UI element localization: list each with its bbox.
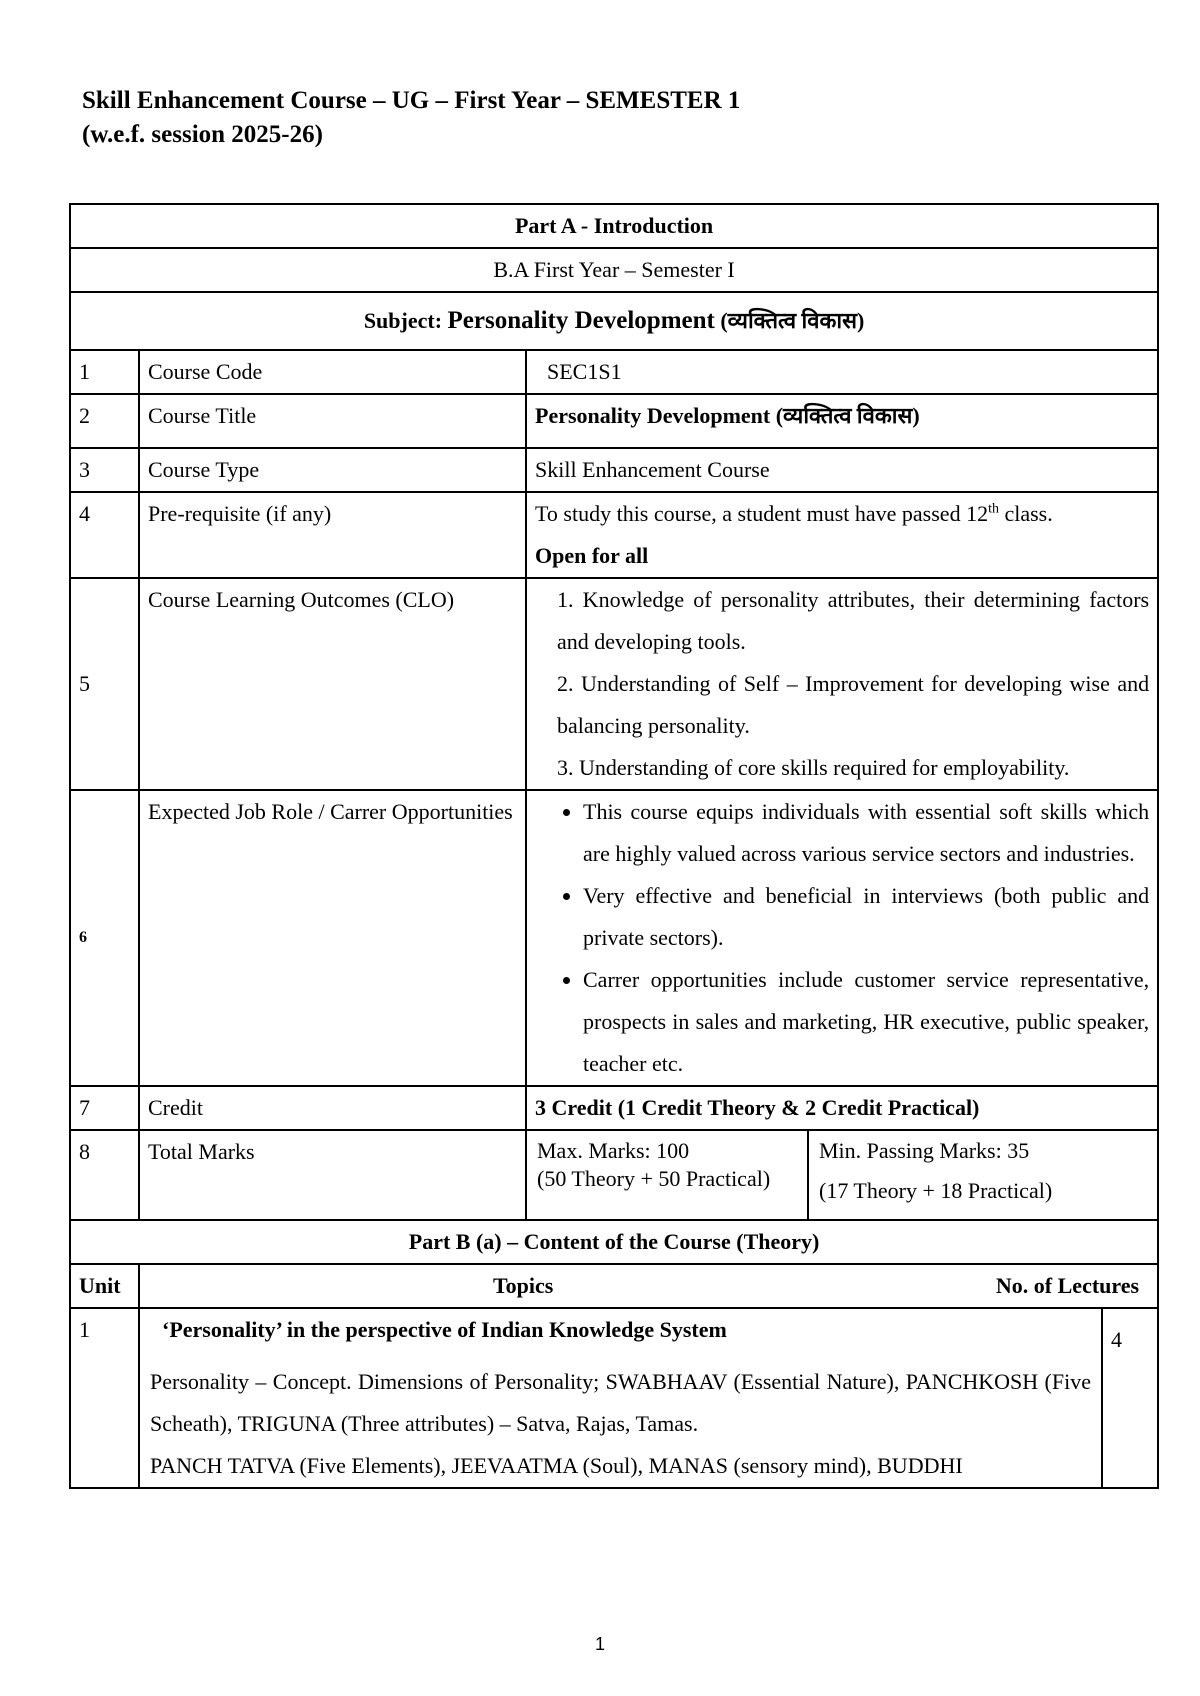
row-label: Expected Job Role / Carrer Opportunities — [139, 790, 526, 1086]
row-num: 1 — [70, 350, 139, 394]
row-job-role — [70, 790, 1158, 1086]
subject-label: Subject: — [363, 308, 443, 333]
col-topics-header: Topics — [493, 1273, 554, 1298]
course-code-value: SEC1S1 — [526, 350, 1158, 394]
unit-topic-line: Personality – Concept. Dimensions of Personality; SWABHAAV (Essential Nature), PANCHKOSH (Five Scheath), TRIGUNA (Three attributes) – Satva, Rajas, Tamas. — [150, 1369, 1091, 1436]
part-a-title-row — [70, 204, 1158, 248]
subject-cell — [70, 292, 1158, 350]
col-unit-header: Unit — [70, 1264, 139, 1308]
prerequisite-text: To study this course, a student must have passed 12th class. — [535, 501, 1053, 526]
unit-topic-line: PANCH TATVA (Five Elements), JEEVAATMA (Soul), MANAS (sensory mind), BUDDHI — [150, 1453, 963, 1478]
clo-item: 1. Knowledge of personality attributes, their determining factors and developing tools. — [557, 587, 1150, 654]
row-num: 3 — [70, 448, 139, 492]
clo-item: 3. Understanding of core skills required for employability. — [557, 755, 1070, 780]
topics-header-cell — [139, 1264, 1158, 1308]
prerequisite-value — [526, 492, 1158, 578]
row-label: Credit — [139, 1086, 526, 1130]
row-course-code — [70, 350, 1158, 394]
row-num: 6 — [70, 790, 139, 1086]
part-b-title-row — [70, 1220, 1158, 1264]
min-passing-marks: Min. Passing Marks: 35 (17 Theory + 18 Practical) — [819, 1138, 1053, 1203]
unit-number: 1 — [70, 1308, 139, 1488]
marks-cell — [526, 1130, 1158, 1220]
unit-row — [70, 1308, 1158, 1488]
row-num: 7 — [70, 1086, 139, 1130]
row-credit — [70, 1086, 1158, 1130]
row-label: Course Type — [139, 448, 526, 492]
clo-list — [526, 578, 1158, 790]
row-num: 5 — [70, 578, 139, 790]
heading-line-2: (w.e.f. session 2025-26) — [82, 121, 323, 148]
row-label: Total Marks — [139, 1130, 526, 1220]
credit-value: 3 Credit (1 Credit Theory & 2 Credit Practical) — [526, 1086, 1158, 1130]
row-clo — [70, 578, 1158, 790]
row-prerequisite — [70, 492, 1158, 578]
row-num: 4 — [70, 492, 139, 578]
unit-title: ‘Personality’ in the perspective of Indian Knowledge System — [162, 1317, 727, 1342]
row-label: Course Code — [139, 350, 526, 394]
row-label: Pre-requisite (if any) — [139, 492, 526, 578]
part-b-header-row — [70, 1264, 1158, 1308]
unit-lectures: 4 — [1102, 1308, 1158, 1488]
subject-hindi: (व्यक्तित्व विकास) — [720, 308, 865, 333]
part-a-title: Part A - Introduction — [70, 204, 1158, 248]
job-role-item: • This course equips individuals with essential soft skills which are highly valued across various service sectors and industries. — [583, 791, 1149, 875]
page-number: 1 — [594, 1634, 605, 1654]
row-label: Course Learning Outcomes (CLO) — [139, 578, 526, 790]
row-label: Course Title — [139, 394, 526, 448]
col-lectures-header: No. of Lectures — [995, 1273, 1140, 1298]
course-type-value: Skill Enhancement Course — [526, 448, 1158, 492]
row-course-type — [70, 448, 1158, 492]
job-role-item: • Carrer opportunities include customer service representative, prospects in sales and marketing, HR executive, public speaker, teacher etc. — [583, 959, 1149, 1085]
document-heading — [82, 84, 740, 152]
class-line-row — [70, 248, 1158, 292]
open-for-all: Open for all — [535, 543, 649, 568]
heading-line-1: Skill Enhancement Course – UG – First Year – SEMESTER 1 — [82, 87, 741, 114]
row-num: 2 — [70, 394, 139, 448]
course-title-value: Personality Development (व्यक्तित्व विकास) — [526, 394, 1158, 448]
max-marks: Max. Marks: 100 (50 Theory + 50 Practical) — [527, 1131, 808, 1219]
class-line: B.A First Year – Semester I — [70, 248, 1158, 292]
row-num: 8 — [70, 1130, 139, 1220]
clo-item: 2. Understanding of Self – Improvement for developing wise and balancing personality. — [557, 671, 1150, 738]
course-table — [69, 203, 1159, 1489]
row-total-marks — [70, 1130, 1158, 1220]
part-b-title: Part B (a) – Content of the Course (Theory) — [70, 1220, 1158, 1264]
job-role-item: • Very effective and beneficial in interviews (both public and private sectors). — [583, 875, 1149, 959]
subject-row — [70, 292, 1158, 350]
row-course-title — [70, 394, 1158, 448]
job-role-list — [526, 790, 1158, 1086]
unit-topics — [139, 1308, 1102, 1488]
subject-name: Personality Development — [447, 307, 715, 334]
marks-split — [527, 1131, 1157, 1219]
